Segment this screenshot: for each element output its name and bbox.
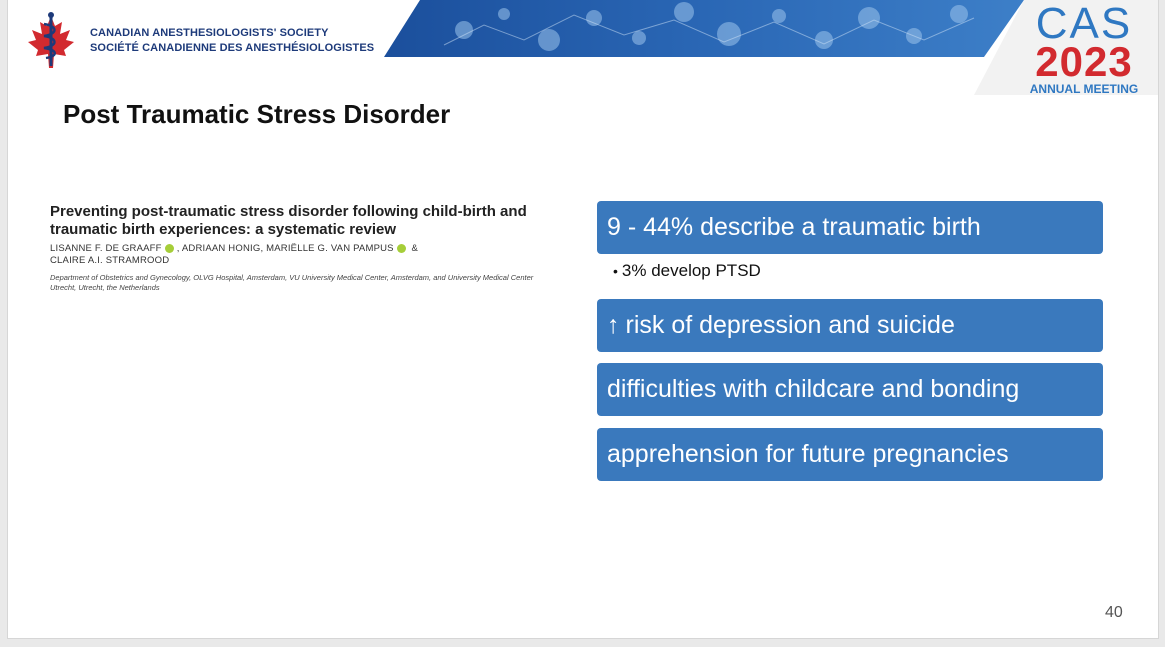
paper-citation: [50, 203, 550, 293]
point-depression: [597, 299, 1103, 352]
author-4: CLAIRE A.I. STRAMROOD: [50, 255, 170, 266]
point-depression-label: risk of depression and suicide: [625, 311, 955, 339]
event-year: 2023: [1035, 38, 1133, 85]
author-2: , ADRIAAN HONIG: [176, 243, 261, 254]
page-number: 40: [1105, 604, 1123, 621]
up-arrow-icon: ↑: [607, 311, 620, 339]
paper-authors: [50, 243, 550, 267]
point-childcare: [597, 363, 1103, 416]
society-name-fr: SOCIÉTÉ CANADIENNE DES ANESTHÉSIOLOGISTES: [90, 42, 375, 54]
cas-2023-brand: [1016, 0, 1152, 96]
slide: [8, 0, 1158, 638]
event-name: CAS: [1035, 0, 1133, 48]
cas-logo-icon: [24, 10, 78, 72]
orcid-icon: [397, 244, 406, 253]
bullet-icon: •: [613, 263, 618, 279]
society-name: [90, 26, 374, 56]
point-childcare-label: difficulties with childcare and bonding: [607, 375, 1020, 403]
paper-affiliations: Department of Obstetrics and Gynecology, OLVG Hospital, Amsterdam, VU University Medical Center, Amsterdam, and University Medical Center Utrecht, Utrecht, the Netherlands: [50, 273, 534, 292]
sub-point-ptsd-label: 3% develop PTSD: [621, 261, 761, 280]
author-amp: &: [408, 243, 419, 254]
sub-point-ptsd: [613, 261, 761, 281]
orcid-icon: [165, 244, 174, 253]
point-apprehension: [597, 428, 1103, 481]
author-1: LISANNE F. DE GRAAFF: [50, 243, 162, 254]
point-apprehension-label: apprehension for future pregnancies: [607, 440, 1009, 468]
author-3: , MARIËLLE G. VAN PAMPUS: [260, 243, 394, 254]
slide-title: Post Traumatic Stress Disorder: [63, 99, 451, 129]
event-label: ANNUAL MEETING: [1029, 82, 1139, 96]
paper-title: Preventing post-traumatic stress disorder following child-birth and traumatic birth experiences: a systematic review: [50, 203, 527, 238]
point-traumatic-birth-label: 9 - 44% describe a traumatic birth: [607, 213, 981, 241]
society-name-en: CANADIAN ANESTHESIOLOGISTS' SOCIETY: [90, 27, 329, 39]
point-traumatic-birth: [597, 201, 1103, 254]
